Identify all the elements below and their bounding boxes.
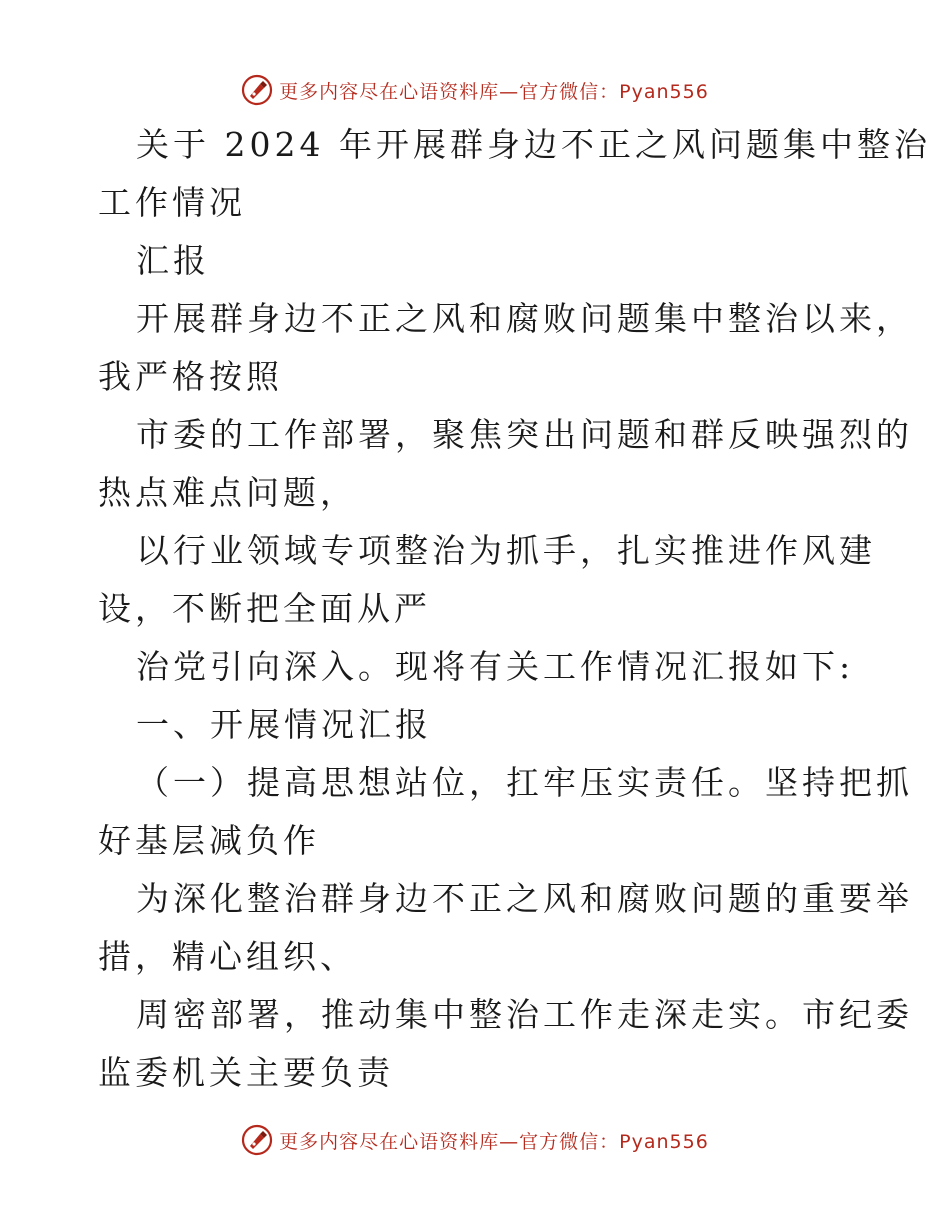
subsection-heading: （一）提高思想站位，扛牢压实责任。坚持把抓: [136, 763, 913, 802]
document-body: [98, 116, 931, 1102]
paragraph-line: 治党引向深入。现将有关工作情况汇报如下:: [136, 647, 855, 686]
paragraph-line: 为深化整治群身边不正之风和腐败问题的重要举: [136, 879, 913, 918]
paragraph-line: 措，精心组织、: [98, 937, 357, 976]
paragraph-line: 监委机关主要负责: [98, 1053, 394, 1092]
watermark-text: 更多内容尽在心语资料库—官方微信：Pyan556: [279, 80, 709, 103]
header-watermark-banner: [0, 70, 950, 110]
paragraph-line: 市委的工作部署，聚焦突出问题和群反映强烈的: [136, 415, 913, 454]
title-line-continued: 工作情况: [98, 183, 246, 222]
watermark-text: 更多内容尽在心语资料库—官方微信：Pyan556: [279, 1130, 709, 1153]
title-line: 关于 2024 年开展群身边不正之风问题集中整治: [136, 125, 931, 164]
paragraph-line: 周密部署，推动集中整治工作走深走实。市纪委: [136, 995, 913, 1034]
section-heading: 一、开展情况汇报: [136, 705, 432, 744]
pen-nib-logo-icon: [241, 74, 273, 106]
paragraph-line: 设，不断把全面从严: [98, 589, 431, 628]
paragraph-line: 好基层减负作: [98, 821, 320, 860]
title-line-subtitle: 汇报: [136, 241, 210, 280]
footer-watermark-banner: [0, 1120, 950, 1160]
paragraph-line: 开展群身边不正之风和腐败问题集中整治以来，: [136, 299, 913, 338]
paragraph-line: 我严格按照: [98, 357, 283, 396]
pen-nib-logo-icon: [241, 1124, 273, 1156]
paragraph-line: 热点难点问题，: [98, 473, 357, 512]
paragraph-line: 以行业领域专项整治为抓手，扎实推进作风建: [136, 531, 876, 570]
